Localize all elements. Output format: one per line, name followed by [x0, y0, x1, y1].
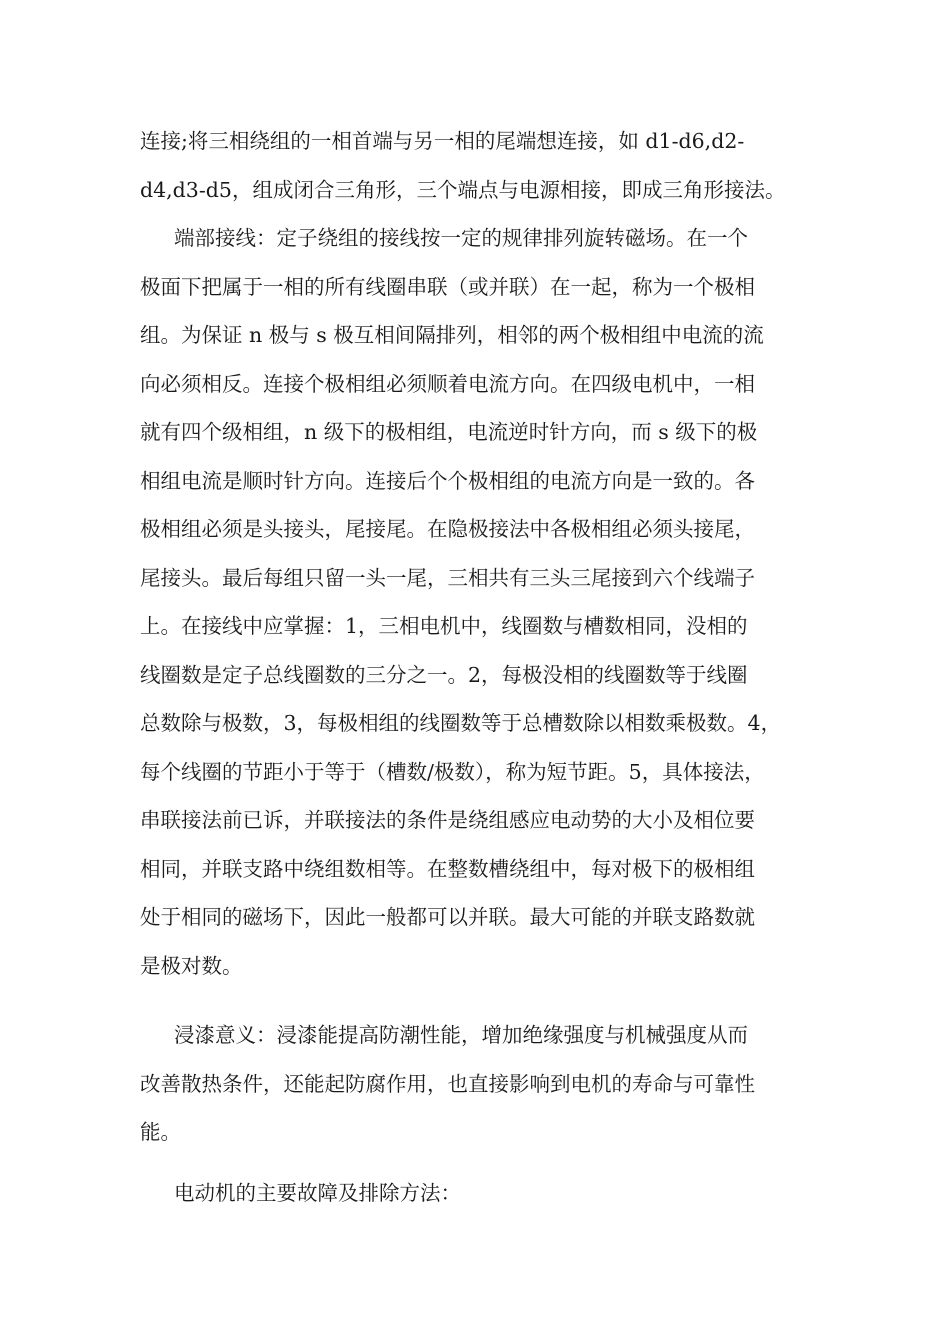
text-line: 相组电流是顺时针方向。连接后个个极相组的电流方向是一致的。各 [140, 468, 755, 493]
text-line: 尾接头。最后每组只留一头一尾，三相共有三头三尾接到六个线端子 [140, 565, 755, 590]
text-line: 极面下把属于一相的所有线圈串联（或并联）在一起，称为一个极相 [140, 274, 755, 299]
paragraph-end-wiring [140, 214, 840, 990]
text-line: 总数除与极数，3，每极相组的线圈数等于总槽数除以相数乘极数。4， [140, 711, 782, 735]
text-line: 连接;将三相绕组的一相首端与另一相的尾端想连接，如 d1-d6,d2- [140, 129, 745, 153]
text-line: 处于相同的磁场下，因此一般都可以并联。最大可能的并联支路数就 [140, 905, 755, 929]
text-line: d4,d3-d5，组成闭合三角形，三个端点与电源相接，即成三角形接法。 [140, 177, 786, 202]
text-line: 就有四个级相组，n 级下的极相组，电流逆时针方向，而 s 级下的极 [140, 420, 758, 444]
text-line: 每个线圈的节距小于等于（槽数/极数），称为短节距。5，具体接法， [140, 759, 765, 784]
text-line: 相同，并联支路中绕组数相等。在整数槽绕组中，每对极下的极相组 [140, 856, 755, 881]
text-line: 改善散热条件，还能起防腐作用，也直接影响到电机的寿命与可靠性 [140, 1071, 755, 1096]
text-line: 串联接法前已诉，并联接法的条件是绕组感应电动势的大小及相位要 [140, 808, 755, 832]
text-line: 线圈数是定子总线圈数的三分之一。2，每极没相的线圈数等于线圈 [140, 662, 748, 687]
text-line: 上。在接线中应掌握：1，三相电机中，线圈数与槽数相同，没相的 [140, 614, 748, 638]
text-line: 极相组必须是头接头，尾接尾。在隐极接法中各极相组必须头接尾， [140, 517, 755, 541]
section-heading-faults [140, 1169, 840, 1218]
text-line: 是极对数。 [140, 953, 243, 978]
text-line: 浸漆意义：浸漆能提高防潮性能，增加绝缘强度与机械强度从而 [174, 1023, 748, 1047]
paragraph-varnish [140, 1011, 840, 1157]
paragraph-delta-connection [140, 117, 840, 214]
text-line: 电动机的主要故障及排除方法： [174, 1181, 461, 1205]
text-line: 能。 [140, 1120, 181, 1144]
text-line: 组。为保证 n 极与 s 极互相间隔排列，相邻的两个极相组中电流的流 [140, 323, 764, 347]
text-line: 向必须相反。连接个极相组必须顺着电流方向。在四级电机中，一相 [140, 371, 755, 396]
text-line: 端部接线：定子绕组的接线按一定的规律排列旋转磁场。在一个 [174, 226, 748, 250]
